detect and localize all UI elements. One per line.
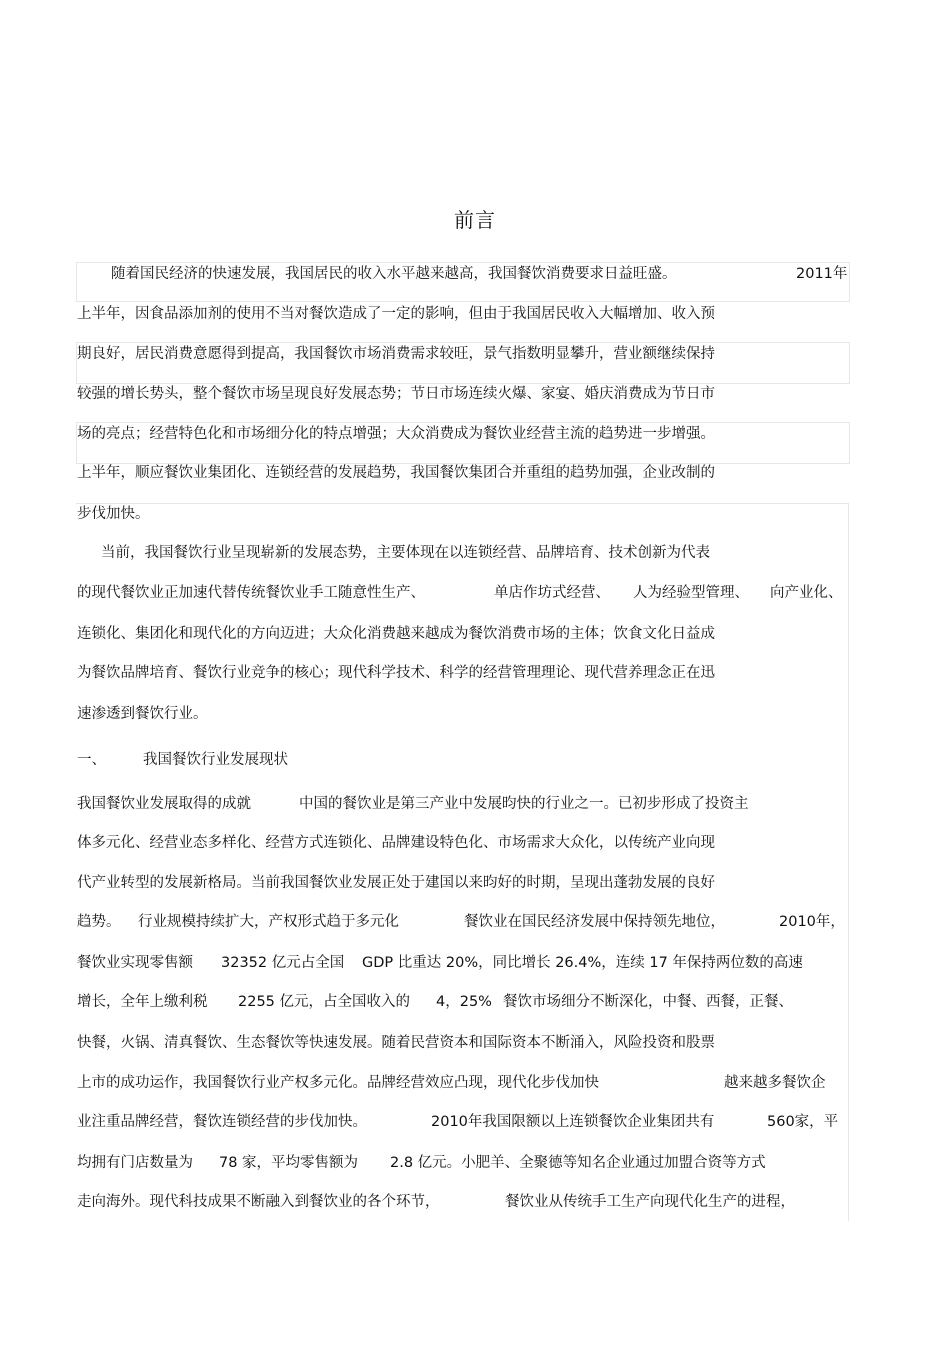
paragraph-text: 2.8 亿元。小肥羊、全聚德等知名企业通过加盟合资等方式 [390,1155,766,1171]
paragraph-text: 上半年，因食品添加剂的使用不当对餐饮造成了一定的影响，但由于我国居民收入大幅增加、收入预 [77,306,715,322]
paragraph-text: 期良好，居民消费意愿得到提高，我国餐饮市场消费需求较旺，景气指数明显攀升，营业额继续保持 [77,346,715,362]
paragraph-text: 行业规模持续扩大，产权形式趋于多元化 [138,914,399,930]
paragraph-text: 均拥有门店数量为 [77,1155,193,1171]
paragraph-text: 体多元化、经营业态多样化、经营方式连锁化、品牌建设特色化、市场需求大众化，以传统产业向现 [77,835,715,851]
paragraph-text: 餐饮市场细分不断深化，中餐、西餐，正餐、 [503,994,793,1010]
paragraph-text: 餐饮业在国民经济发展中保持领先地位， [464,914,725,930]
paragraph-text: 上半年，顺应餐饮业集团化、连锁经营的发展趋势，我国餐饮集团合并重组的趋势加强，企业改制的 [77,465,715,481]
paragraph-text: 的现代餐饮业正加速代替传统餐饮业手工随意性生产、 [77,585,425,601]
paragraph-text: 越来越多餐饮企 [724,1075,826,1091]
paragraph-text: 速渗透到餐饮行业。 [77,706,208,722]
paragraph-text: 32352 亿元占全国 [221,955,345,971]
paragraph-text: 连锁化、集团化和现代化的方向迈进；大众化消费越来越成为餐饮消费市场的主体；饮食文化日益成 [77,626,715,642]
paragraph-text: 中国的餐饮业是第三产业中发展昀快的行业之一。已初步形成了投资主 [299,796,749,812]
section-number: 一、 [77,752,106,768]
text-line [77,264,857,284]
paragraph-text: 业注重品牌经营，餐饮连锁经营的步伐加快。 [77,1114,367,1130]
paragraph-text: 增长，全年上缴利税 [77,994,208,1010]
paragraph-text: 78 家，平均零售额为 [219,1155,359,1171]
paragraph-text: 560家，平 [767,1114,839,1130]
paragraph-text: 2010年我国限额以上连锁餐饮企业集团共有 [431,1114,715,1130]
paragraph-text: 2011年 [796,266,848,282]
paragraph-text: 餐饮业实现零售额 [77,955,193,971]
paragraph-text: 随着国民经济的快速发展，我国居民的收入水平越来越高，我国餐饮消费要求日益旺盛。 [111,266,677,282]
paragraph-text: GDP 比重达 20%，同比增长 26.4%，连续 17 年保持两位数的高速 [362,955,803,971]
paragraph-text: 4，25% [436,994,492,1010]
paragraph-text: 快餐，火锅、清真餐饮、生态餐饮等快速发展。随着民营资本和国际资本不断涌入，风险投资和股票 [77,1035,715,1051]
paragraph-text: 当前，我国餐饮行业呈现崭新的发展态势，主要体现在以连锁经营、品牌培育、技术创新为代表 [101,545,710,561]
paragraph-text: 趋势。 [77,914,121,930]
paragraph-text: 我国餐饮业发展取得的成就 [77,796,251,812]
paragraph-text: 向产业化、 [770,585,843,601]
page-title: 前言 [454,208,496,232]
paragraph-text: 2010年， [779,914,845,930]
paragraph-text: 为餐饮品牌培育、餐饮行业竞争的核心；现代科学技术、科学的经营管理理论、现代营养理念正在迅 [77,665,715,681]
paragraph-text: 代产业转型的发展新格局。当前我国餐饮业发展正处于建国以来昀好的时期，呈现出蓬勃发展的良好 [77,875,715,891]
paragraph-text: 较强的增长势头，整个餐饮市场呈现良好发展态势；节日市场连续火爆、家宴、婚庆消费成为节日市 [77,386,715,402]
paragraph-text: 上市的成功运作，我国餐饮行业产权多元化。品牌经营效应凸现，现代化步伐加快 [77,1075,599,1091]
section-title: 我国餐饮行业发展现状 [143,752,288,768]
paragraph-text: 场的亮点；经营特色化和市场细分化的特点增强；大众消费成为餐饮业经营主流的趋势进一步增强。 [77,426,715,442]
paragraph-text: 人为经验型管理、 [633,585,749,601]
paragraph-text: 步伐加快。 [77,506,150,522]
paragraph-text: 单店作坊式经营、 [494,585,610,601]
paragraph-text: 餐饮业从传统手工生产向现代化生产的进程， [505,1194,795,1210]
paragraph-text: 2255 亿元，占全国收入的 [238,994,411,1010]
paragraph-text: 走向海外。现代科技成果不断融入到餐饮业的各个环节， [77,1194,440,1210]
